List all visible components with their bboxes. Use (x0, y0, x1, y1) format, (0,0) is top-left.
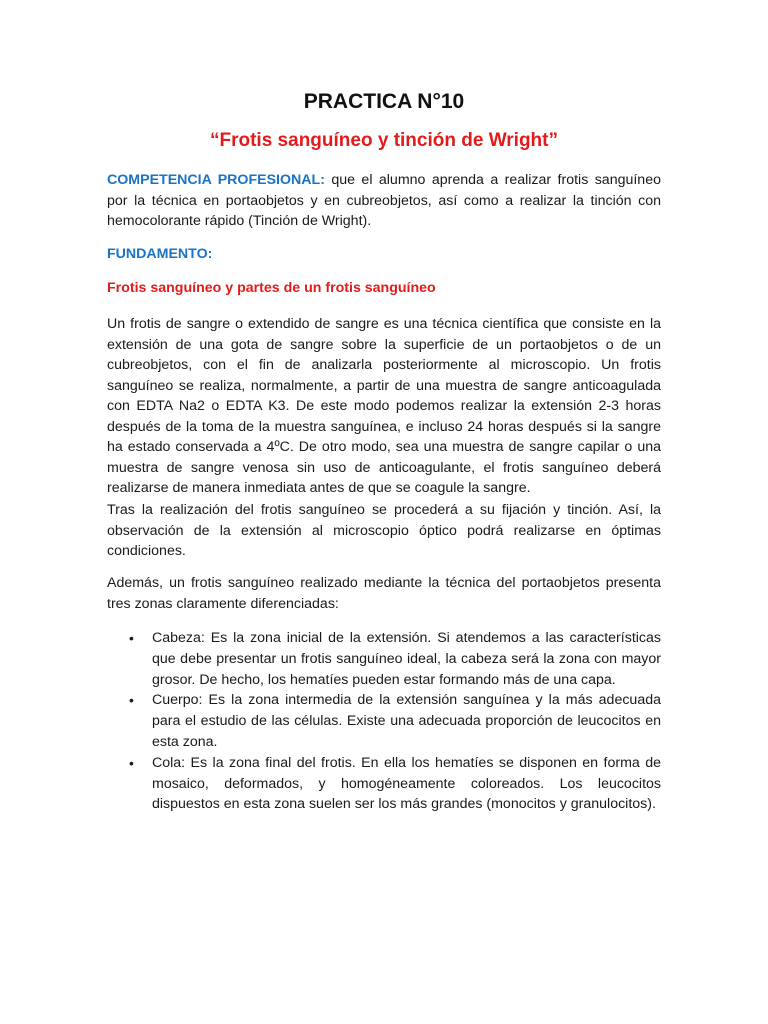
competencia-label: COMPETENCIA PROFESIONAL: (107, 172, 325, 188)
list-item-text: Cabeza: Es la zona inicial de la extensión. Si atendemos a las características que debe presentar un frotis sanguíneo ideal, la cabeza será la zona con mayor grosor. De hecho, los hematíes pueden estar formando más de una capa. (152, 630, 661, 688)
list-item (107, 753, 661, 815)
fundamento-heading: FUNDAMENTO: (107, 246, 213, 262)
bullet-icon: • (129, 692, 134, 709)
competencia-text: que el alumno aprenda a realizar frotis sanguíneo por la técnica en portaobjetos y en cubreobjetos, así como a realizar la tinción con hemocolorante rápido (Tinción de Wright). (107, 172, 661, 229)
competencia-paragraph (107, 170, 661, 232)
paragraph-intro: Un frotis de sangre o extendido de sangre es una técnica científica que consiste en la extensión de una gota de sangre sobre la superficie de un portaobjetos o de un cubreobjetos, con el fin de analizarla posteriormente al microscopio. Un frotis sanguíneo se realiza, normalmente, a partir de una muestra de sangre anticoagulada con EDTA Na2 o EDTA K3. De este modo podemos realizar la extensión 2-3 horas después de la toma de la muestra sanguínea, e incluso 24 horas después si la sangre ha estado conservada a 4ºC. De otro modo, sea una muestra de sangre capilar o una muestra de sangre venosa sin uso de anticoagulante, el frotis sanguíneo deberá realizarse de manera inmediata antes de que se coagule la sangre. (107, 316, 661, 496)
paragraph-fijacion: Tras la realización del frotis sanguíneo se procederá a su fijación y tinción. Así, la observación de la extensión al microscopio óptico podrá realizarse en óptimas condiciones. (107, 502, 661, 559)
section-heading: Frotis sanguíneo y partes de un frotis sanguíneo (107, 280, 436, 296)
list-item-text: Cola: Es la zona final del frotis. En ella los hematíes se disponen en forma de mosaico, deformados, y homogéneamente coloreados. Los leucocitos dispuestos en esta zona suelen ser los más grandes (monocitos y granulocitos). (152, 754, 661, 813)
zones-list (107, 628, 661, 815)
page-subtitle: “Frotis sanguíneo y tinción de Wright” (210, 130, 558, 151)
list-item-text: Cuerpo: Es la zona intermedia de la extensión sanguínea y la más adecuada para el estudio de las células. Existe una adecuada proporción de leucocitos en esta zona. (152, 692, 661, 750)
page-title: PRACTICA N°10 (303, 90, 465, 113)
list-item (107, 628, 661, 690)
bullet-icon: • (129, 630, 134, 646)
paragraph-zonas: Además, un frotis sanguíneo realizado mediante la técnica del portaobjetos presenta tres zonas claramente diferenciadas: (107, 575, 661, 612)
bullet-icon: • (129, 754, 134, 771)
list-item (107, 690, 661, 752)
